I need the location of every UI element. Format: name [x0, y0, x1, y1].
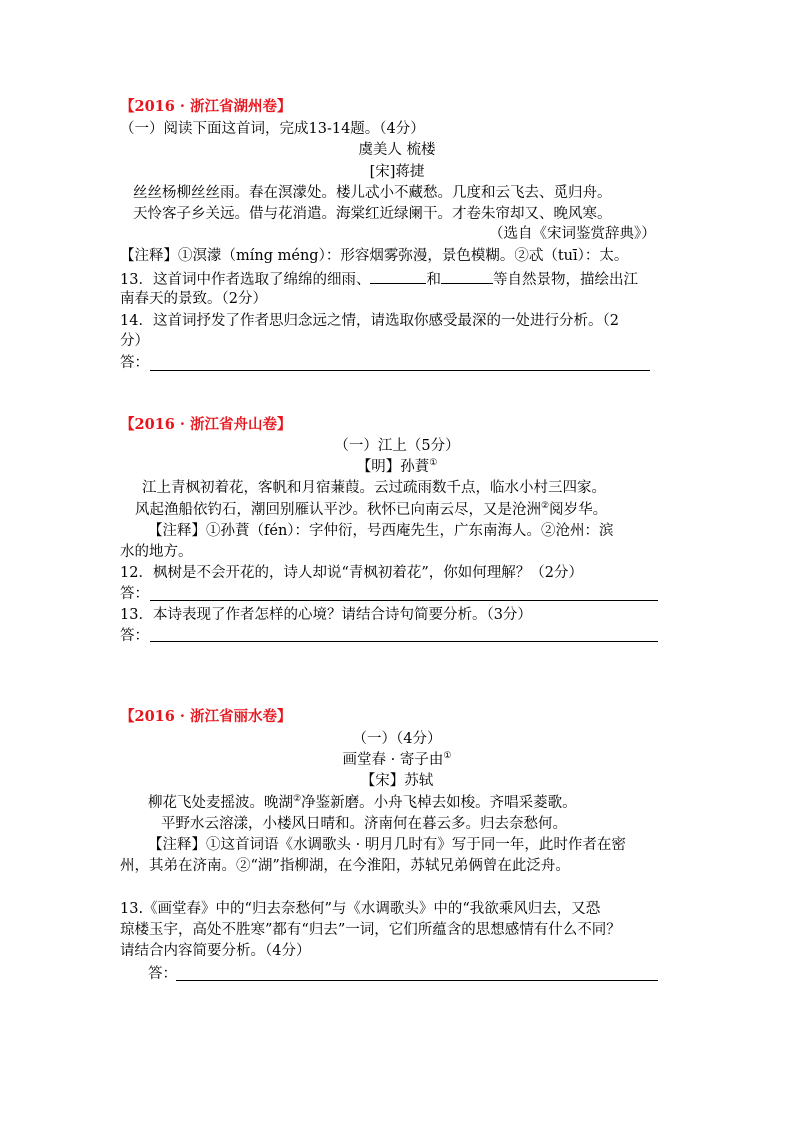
answer-label: 答：	[120, 355, 149, 371]
question-13-cont: 请结合内容简要分析。（4分）	[120, 943, 311, 959]
answer-line[interactable]	[150, 641, 658, 642]
poem-source: （选自《宋词鉴赏辞典》）	[489, 226, 656, 242]
section-header-zhoushan: 【2016 · 浙江省舟山卷】	[120, 416, 292, 433]
answer-line[interactable]	[176, 980, 658, 981]
section-header-huzhou: 【2016 · 浙江省湖州卷】	[120, 98, 292, 115]
poem-line: 平野水云溶漾，小楼风日晴和。济南何在暮云多。归去奈愁何。	[161, 816, 567, 832]
poem-line: 丝丝杨柳丝丝雨。春在溟濛处。楼儿忒小不藏愁。几度和云飞去、觅归舟。	[133, 185, 612, 201]
poem-author: 【明】孙蕡①	[356, 458, 438, 475]
section-intro: （一）阅读下面这首词，完成13-14题。（4分）	[120, 121, 425, 137]
poem-line: 江上青枫初着花，客帆和月宿蒹葭。云过疏雨数千点，临水小村三四家。	[142, 480, 606, 496]
annotation-cont: 州，其弟在济南。②“湖”指柳湖，在今淮阳，苏轼兄弟俩曾在此泛舟。	[120, 858, 570, 874]
answer-line[interactable]	[150, 370, 650, 371]
answer-label: 答：	[120, 628, 149, 644]
question-13-cont: 琼楼玉宇，高处不胜寒”都有“归去”一词，它们所蕴含的思想感情有什么不同？	[120, 922, 621, 938]
answer-blank[interactable]	[441, 268, 493, 284]
poem-title: （一）江上（5分）	[334, 438, 460, 454]
poem-author: [宋]蒋捷	[369, 164, 425, 180]
question-12: 12．枫树是不会开花的，诗人却说“青枫初着花”，你如何理解？（2分）	[120, 565, 583, 581]
section-header-lishui: 【2016 · 浙江省丽水卷】	[120, 708, 292, 725]
question-13: 13．本诗表现了作者怎样的心境？请结合诗句简要分析。（3分）	[120, 607, 532, 623]
answer-line[interactable]	[150, 600, 658, 601]
question-14-cont: 分）	[120, 333, 149, 349]
question-13: 13.《画堂春》中的“归去奈愁何”与《水调歌头》中的“我欲乘风归去，又恐	[120, 901, 601, 917]
answer-label: 答：	[148, 966, 177, 982]
poem-title: 画堂春 · 寄子由①	[342, 751, 452, 768]
question-14: 14．这首词抒发了作者思归念远之情，请选取你感受最深的一处进行分析。（2	[120, 313, 619, 329]
annotation: 【注释】①孙蕡（fén）：字仲衍，号西庵先生，广东南海人。②沧州：滨	[148, 523, 614, 539]
answer-label: 答：	[120, 586, 149, 602]
poem-title: 虞美人 梳楼	[358, 142, 436, 158]
poem-line: 风起渔船依钓石，潮回别雁认平沙。秋怀已向南云尽，又是沧洲②阅岁华。	[135, 501, 608, 518]
annotation: 【注释】①这首词语《水调歌头 · 明月几时有》写于同一年，此时作者在密	[148, 837, 626, 853]
section-intro: （一）（4分）	[352, 731, 442, 747]
poem-line: 天怜客子乡关远。借与花消遣。海棠红近绿阑干。才卷朱帘却又、晚风寒。	[133, 206, 612, 222]
answer-blank[interactable]	[370, 268, 426, 284]
question-13-cont: 南春天的景致。（2分）	[120, 291, 267, 307]
annotation: 【注释】①溟濛（míng méng）：形容烟雾弥漫，景色模糊。②忒（tuī）：太。	[120, 248, 629, 264]
poem-line: 柳花飞处麦摇波。晚湖②净鉴新磨。小舟飞棹去如梭。齐唱采菱歌。	[148, 794, 577, 811]
question-13: 13．这首词中作者选取了绵绵的细雨、 和 等自然景物，描绘出江	[120, 268, 638, 290]
annotation-cont: 水的地方。	[120, 544, 193, 560]
poem-author: 【宋】苏轼	[360, 773, 434, 789]
